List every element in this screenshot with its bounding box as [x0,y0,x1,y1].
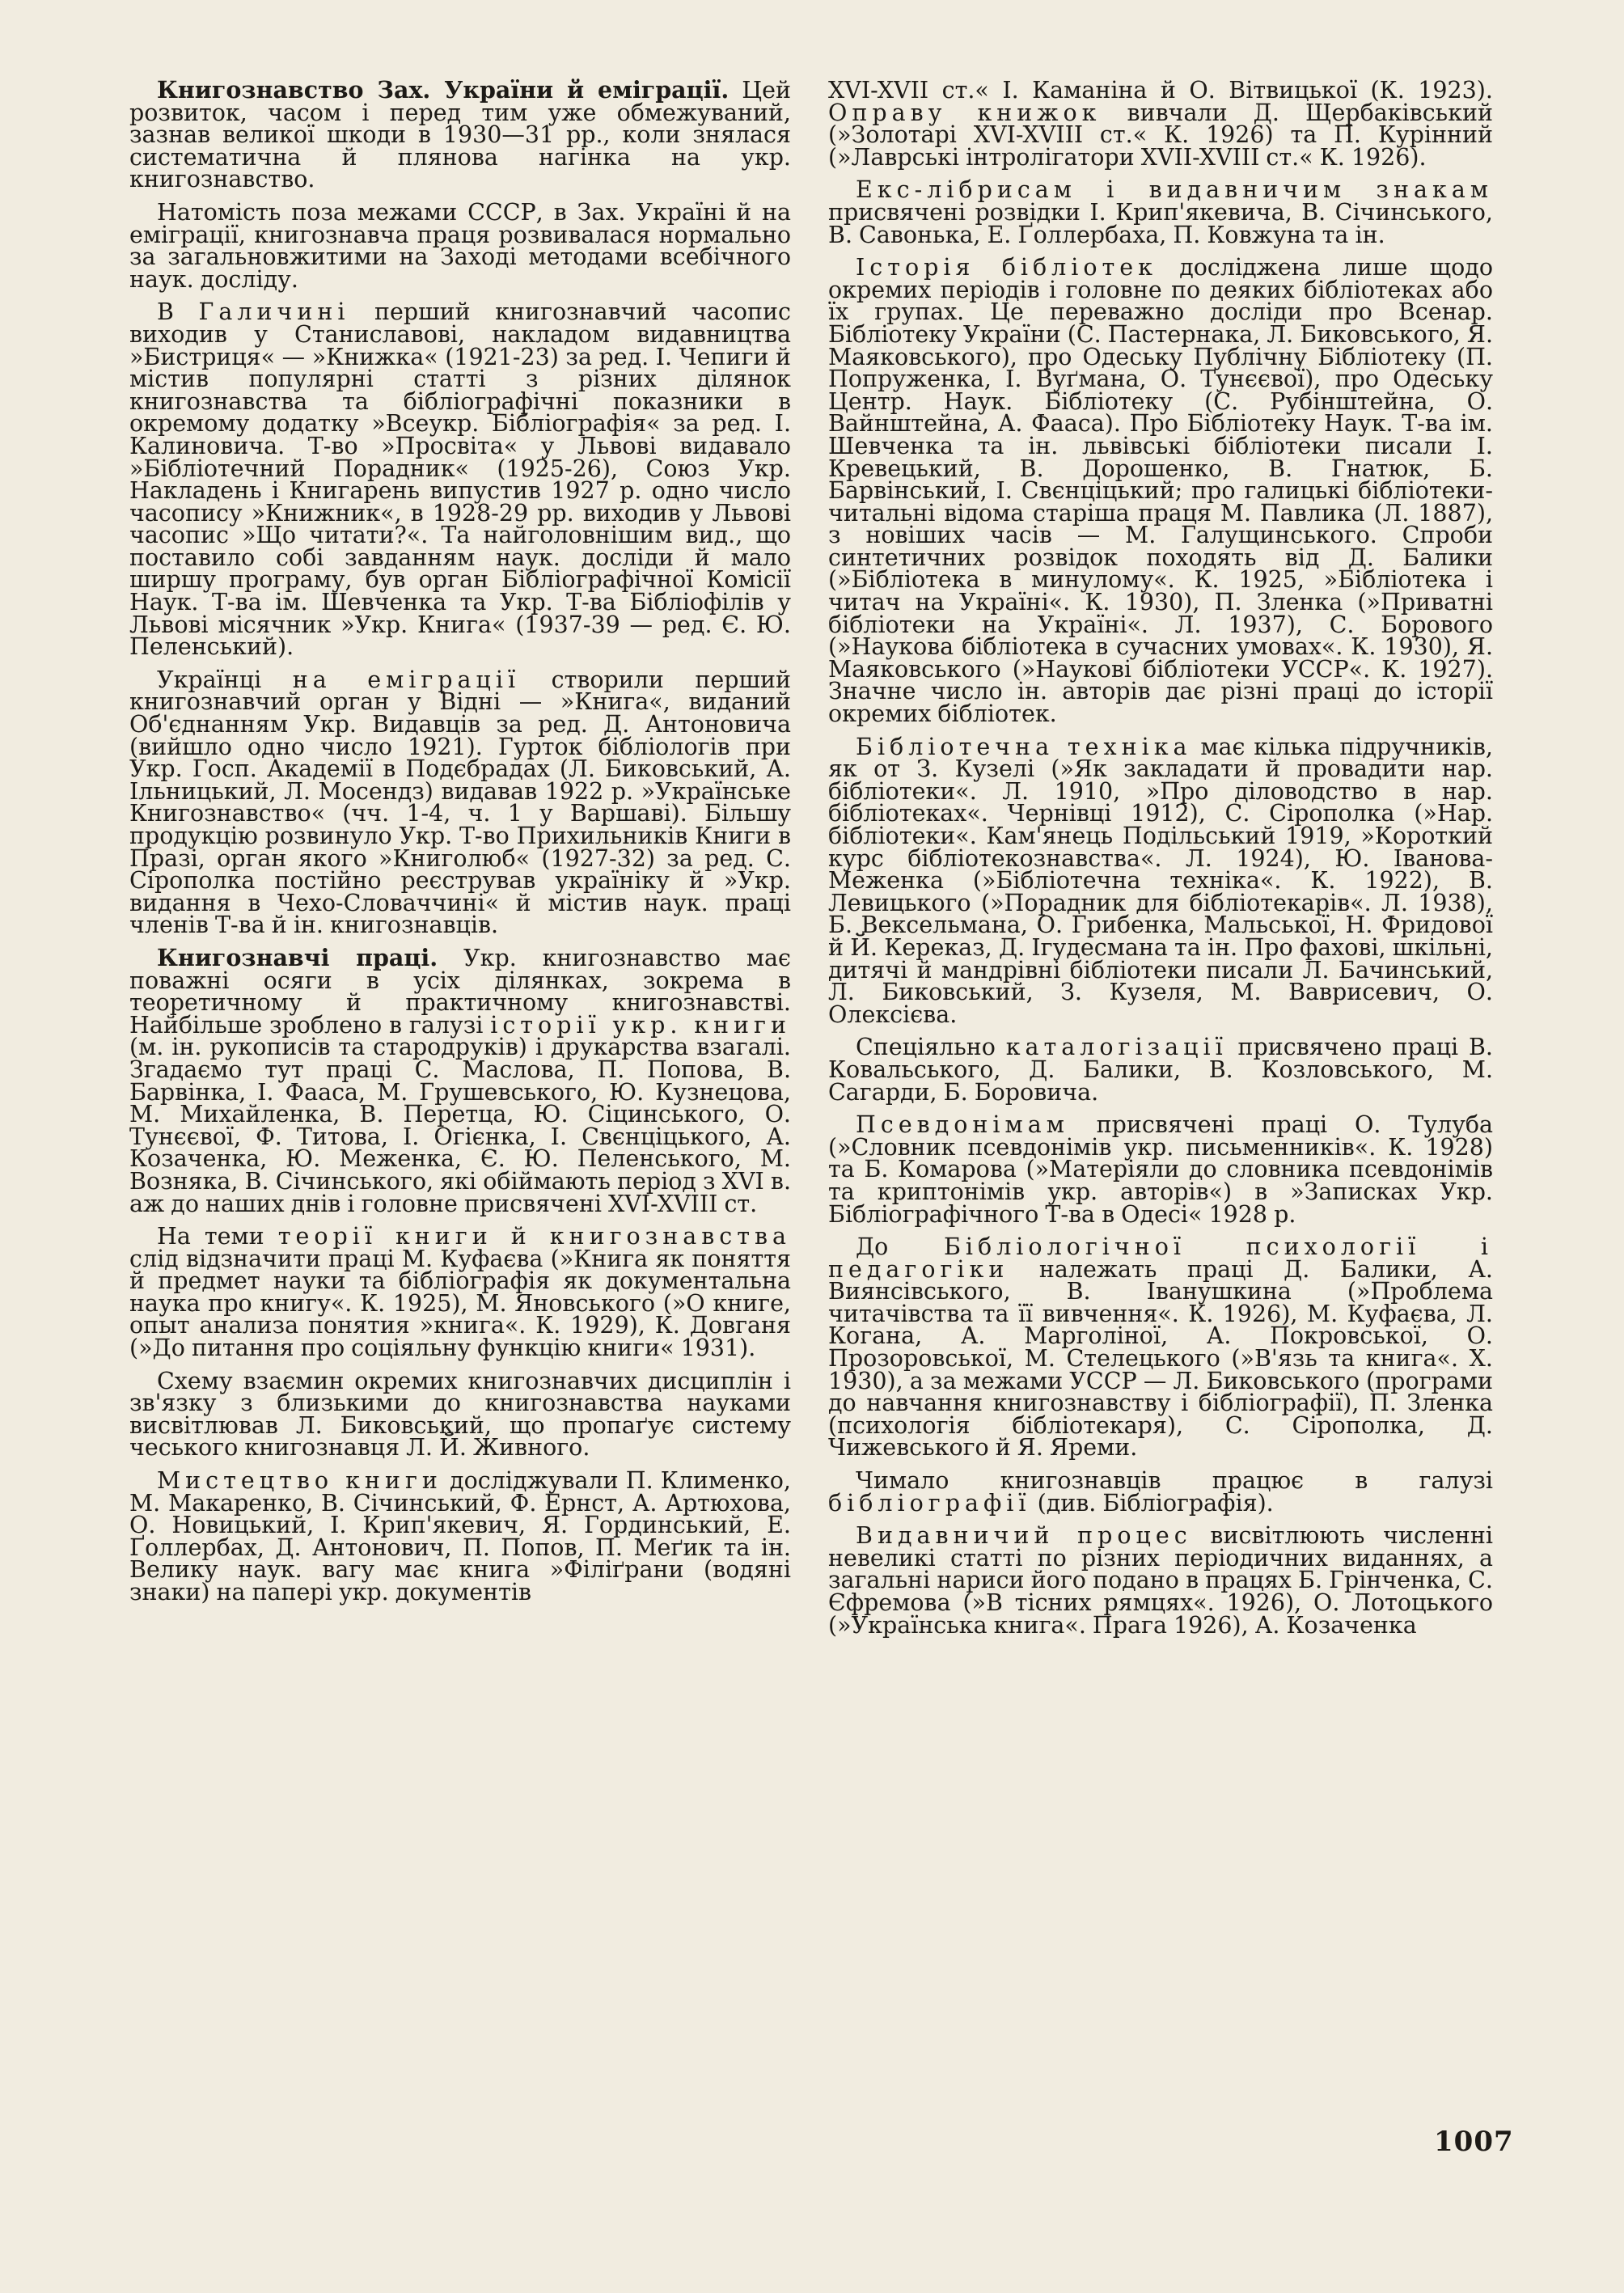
paragraph-text: До [856,1233,944,1261]
paragraph [828,733,1493,1028]
paragraph [129,1367,791,1462]
paragraph-text: досліджена лише щодо окремих періодів і головне по деяких бібліотеках або їх групах. Це переважно досліди про Всенар. Бібліотеку України (С. Пастернака, Л. Биковського, Я. Маяковського), про Одеську Публічну Бібліотеку (П. Попруженка, І. Вуґмана, О. Тунєєвої), про Одеську Центр. Наук. Бібліотеку (С. Рубінштейна, О. Вайнштейна, А. Фааса). Про Бібліотеку Наук. Т-ва ім. Шевченка та ін. львівські бібліотеки писали І. Кревецький, В. Дорошенко, В. Гнатюк, Б. Барвінський, І. Свєнціцький; про галицькі бібліотеки-читальні відома старіша праця М. Павлика (Л. 1887), з новіших часів — М. Галущинського. Спроби синтетичних розвідок походять від Д. Балики (»Бібліотека в минулому«. К. 1925, »Бібліотека і читач на Україні«. К. 1930), П. Зленка (»Приватні бібліотеки на Україні«. Л. 1937), С. Борового (»Наукова бібліотека в сучасних умовах«. К. 1930), Я. Маяковського (»Наукові бібліотеки УССР«. К. 1927). Значне число ін. авторів дає різні праці до історії окремих бібліотек. [828,254,1493,728]
paragraph-text: присвячені розвідки І. Крип'якевича, В. Січинського, В. Савонька, Е. Ґоллербаха, П. Ковжуна та ін. [828,198,1493,248]
left-column [129,76,792,1614]
paragraph [129,76,791,193]
emphasized-term: Галичині [198,298,350,326]
emphasized-term: Оправу книжок [828,99,1102,126]
paragraph [828,1467,1493,1517]
emphasized-term: Бібліотечна техніка [856,733,1192,760]
paragraph [129,1225,791,1360]
emphasized-term: Видавничий процес [856,1522,1192,1550]
paragraph-text: висвітлюють численні невеликі статті по різних періодичних виданнях, а загальні нариси його подано в працях Б. Грінченка, С. Єфремова (»В тісних рямцях«. 1926), О. Лотоцького (»Українська книга«. Прага 1926), А. Козаченка [828,1522,1494,1639]
paragraph [828,1034,1493,1106]
paragraph [129,943,791,1217]
paragraph [129,298,791,661]
emphasized-term: Історія бібліотек [856,254,1157,281]
page-number: 1007 [1434,2126,1514,2158]
paragraph-text: Українці [157,666,293,693]
paragraph [828,254,1493,728]
paragraph-text: (див. Бібліографія). [1030,1489,1274,1517]
paragraph-text: XVI-XVII ст.« І. Каманіна й О. Вітвицької (К. 1923). [828,77,1493,104]
paragraph-text: слід відзначити праці М. Куфаєва (»Книга як поняття й предмет науки та бібліографія як документальна наука про книгу«. К. 1925), М. Яновського (»О книге, опыт анализа понятия »книга«. К. 1929), К. Довганя (»До питання про соціяльну функцію книги« 1931). [129,1245,791,1362]
paragraph-text: Схему взаємин окремих книгознавчих дисциплін і зв'язку з близькими до книгознавства науками висвітлював Л. Биковський, що пропаґує систему чеського книгознавця Л. Й. Живного. [129,1367,791,1462]
emphasized-term: Екс-лібрисам і видавничим знакам [856,176,1493,204]
emphasized-term: каталогізації [1005,1034,1228,1061]
paragraph-text: Чимало книгознавців працює в галузі [856,1467,1493,1495]
emphasized-term: історії укр. книги [490,1011,791,1039]
paragraph-text: Спеціяльно [856,1034,1006,1061]
paragraph-text: (м. ін. рукописів та стародруків) і друкарства взагалі. Згадаємо тут праці С. Маслова, П. Попова, В. Барвінка, І. Фааса, М. Грушевського, Ю. Кузнецова, М. Михайленка, В. Перетца, Ю. Сіцинського, О. Тунєєвої, Ф. Титова, І. Огієнка, І. Свєнціцького, А. Козаченка, Ю. Меженка, Є. Ю. Пеленського, М. Возняка, В. Січинського, які обіймають період з XVI в. аж до наших днів і головне присвячені XVI-XVIII ст. [129,1034,791,1217]
emphasized-term: на еміграції [292,666,521,693]
paragraph [828,1111,1493,1228]
emphasized-term: Бібліологічної психології і педагогіки [828,1233,1494,1283]
paragraph [129,198,791,293]
emphasized-term: Мистецтво книги [157,1467,442,1495]
paragraph-text: досліджували П. Клименко, М. Макаренко, В. Січинський, Ф. Ернст, А. Артюхова, О. Новицький, І. Крип'якевич, Я. Гординський, Е. Ґоллербах, Д. Антонович, П. Попов, П. Меґик та ін. Велику наук. вагу має книга »Філіґрани (водяні знаки) на папері укр. документів [129,1467,791,1606]
paragraph-text: Найбільше зроблено в галузі [129,1011,491,1039]
paragraph-text: перший книгознавчий часопис виходив у Станиславові, накладом видавництва »Бистриця« — »Книжка« (1921-23) за ред. І. Чепиги й містив популярні статті з різних ділянок книгознавства та бібліографічні показники в окремому додатку »Всеукр. Бібліографія« за ред. І. Калиновича. Т-во »Просвіта« у Львові видавало »Бібліотечний Порадник« (1925-26), Союз Укр. Накладень і Книгарень випустив 1927 р. одно число часопису »Книжник«, в 1928-29 рр. виходив у Львові часопис »Що читати?«. Та найголовнішим вид., що поставило собі завданням наук. досліди й мало ширшу програму, був орган Бібліографічної Комісії Наук. Т-ва ім. Шевченка та Укр. Т-ва Бібліофілів у Львові місячник »Укр. Книга« (1937-39 — ред. Є. Ю. Пеленський). [129,298,791,661]
paragraph-text: Цей розвиток, часом і перед тим уже обмежуваний, зазнав великої шкоди в 1930—31 рр., коли знялася систематична й плянова нагінка на укр. книгознавство. [129,77,791,193]
paragraph-text: має кілька підручників, як от З. Кузелі (»Як закладати й провадити нар. бібліотеки«. Л. 1910, »Про діловодство в нар. бібліотеках«. Чернівці 1912), С. Сірополка (»Нар. бібліотеки«. Кам'янець Подільський 1919, »Короткий курс бібліотекознавства«. Л. 1924), Ю. Іванова-Меженка (»Бібліотечна техніка«. К. 1922), В. Левицького (»Порадник для бібліотекарів«. Л. 1938), Б. Вексельмана, О. Грибенка, Мальської, Н. Фридової й Й. Кереказ, Д. Ігудесмана та ін. Про фахові, шкільні, дитячі й мандрівні бібліотеки писали Л. Бачинський, Л. Биковський, З. Кузеля, М. Ваврисевич, О. Олексієва. [828,733,1493,1028]
paragraph [828,1522,1494,1639]
paragraph [828,77,1493,171]
paragraph [129,666,792,939]
paragraph [828,1233,1494,1462]
section-heading: Книгознавчі праці. [157,943,438,971]
paragraph-text: вивчали Д. Щербаківський (»Золотарі XVI-XVIII ст.« К. 1926) та П. Курінний (»Лаврські інтролігатори XVII-XVIII ст.« К. 1926). [828,99,1493,171]
paragraph-text: належать праці Д. Балики, А. Виянсівського, В. Іванушкина (»Проблема читачівства та її вивчення«. К. 1926), М. Куфаєва, Л. Когана, А. Марголіної, А. Покровської, О. Прозоровської, М. Стелецького (»В'язь та книга«. Х. 1930), а за межами УССР — Л. Биковського (програми до навчання книгознавству і бібліографії), П. Зленка (психологія бібліотекаря), С. Сірополка, Д. Чижевського й Я. Яреми. [828,1255,1493,1462]
paragraph-text: Укр. книгознавство має поважні осяги в усіх ділянках, зокрема в теоретичному й практичному книгознавстві. [129,944,791,1017]
paragraph-text: створили перший книгознавчий орган у Відні — »Книга«, виданий Об'єднанням Укр. Видавців за ред. Д. Антоновича (вийшло одно число 1921). Гурток бібліологів при Укр. Госп. Академії в Подєбрадах (Л. Биковський, А. Ільницький, Л. Мосендз) видавав 1922 р. »Українське Книгознавство« (чч. 1-4, ч. 1 у Варшаві). Більшу продукцію розвинуло Укр. Т-во Прихильників Книги в Празі, орган якого »Книголюб« (1927-32) за ред. С. Сірополка постійно реєстрував україніку й »Укр. видання в Чехо-Словаччині« й містив наук. праці членів Т-ва й ін. книгознавців. [129,666,792,939]
emphasized-term: теорії книги й книгознавства [277,1223,792,1250]
paragraph [828,176,1493,248]
section-heading: Книгознавство Зах. України й еміграції. [157,76,730,104]
right-column [828,79,1493,1647]
paragraph-text: В [157,298,199,326]
paragraph-text: На теми [157,1223,278,1250]
emphasized-term: Псевдонімам [856,1111,1069,1139]
paragraph-text: присвячено праці В. Ковальського, Д. Балики, В. Козловського, М. Сагарди, Б. Боровича. [828,1034,1493,1106]
emphasized-term: бібліографії [828,1489,1031,1517]
paragraph [129,1467,791,1606]
paragraph-text: присвячені праці О. Тулуба (»Словник псевдонімів укр. письменників«. К. 1928) та Б. Комарова (»Матеріяли до словника псевдонімів та криптонімів укр. авторів«) в »Записках Укр. Бібліографічного Т-ва в Одесі« 1928 р. [828,1111,1493,1228]
paragraph-text: Натомість поза межами СССР, в Зах. Україні й на еміграції, книгознавча праця розвивалася нормально за загальновжитими на Заході методами всебічного наук. досліду. [129,198,791,293]
